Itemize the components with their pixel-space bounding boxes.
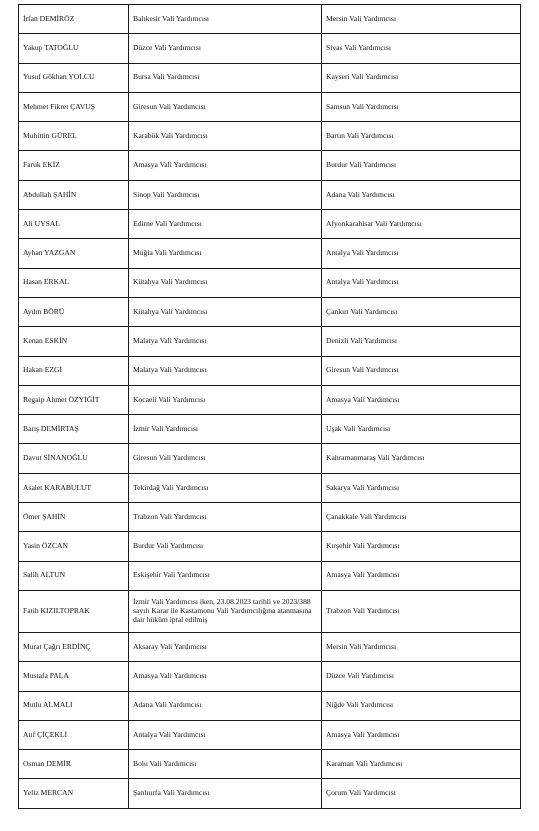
new-post-cell: Çanakkale Vali Yardımcısı <box>322 503 521 532</box>
table-row <box>19 444 521 473</box>
table-row <box>19 268 521 297</box>
appointment-table <box>18 4 521 809</box>
table-body <box>19 5 521 809</box>
table-row <box>19 532 521 561</box>
name-cell: Asalet KARABULUT <box>19 473 129 502</box>
table-row <box>19 590 521 632</box>
new-post-cell: Denizli Vali Yardımcısı <box>322 327 521 356</box>
name-cell: Ömer ŞAHİN <box>19 503 129 532</box>
new-post-cell: Antalya Vali Yardımcısı <box>322 239 521 268</box>
name-cell: Salih ALTUN <box>19 561 129 590</box>
name-cell: Ali UYSAL <box>19 210 129 239</box>
name-cell: Yasin ÖZCAN <box>19 532 129 561</box>
name-cell: Yakup TATOĞLU <box>19 34 129 63</box>
name-cell: Mehmet Fikret ÇAVUŞ <box>19 92 129 121</box>
new-post-cell: Samsun Vali Yardımcısı <box>322 92 521 121</box>
new-post-cell: Çankırı Vali Yardımcısı <box>322 297 521 326</box>
new-post-cell: Bartın Vali Yardımcısı <box>322 122 521 151</box>
current-post-cell: Amasya Vali Yardımcısı <box>129 662 322 691</box>
current-post-cell: Eskişehir Vali Yardımcısı <box>129 561 322 590</box>
name-cell: Ayhan YAZGAN <box>19 239 129 268</box>
current-post-cell: Malatya Vali Yardımcısı <box>129 327 322 356</box>
table-row <box>19 779 521 808</box>
new-post-cell: Trabzon Vali Yardımcısı <box>322 590 521 632</box>
current-post-cell: Muğla Vali Yardımcısı <box>129 239 322 268</box>
new-post-cell: Mersin Vali Yardımcısı <box>322 632 521 661</box>
name-cell: Barış DEMİRTAŞ <box>19 415 129 444</box>
name-cell: Davut SİNANOĞLU <box>19 444 129 473</box>
table-row <box>19 415 521 444</box>
current-post-cell: Bursa Vali Yardımcısı <box>129 63 322 92</box>
table-row <box>19 92 521 121</box>
new-post-cell: Karaman Vali Yardımcısı <box>322 750 521 779</box>
current-post-cell: Trabzon Vali Yardımcısı <box>129 503 322 532</box>
new-post-cell: Mersin Vali Yardımcısı <box>322 5 521 34</box>
name-cell: Yeliz MERCAN <box>19 779 129 808</box>
table-row <box>19 662 521 691</box>
table-row <box>19 180 521 209</box>
new-post-cell: Kayseri Vali Yardımcısı <box>322 63 521 92</box>
current-post-cell: İzmir Vali Yardımcısı iken, 23.08.2023 tarihli ve 2023/388 sayılı Karar ile Kastamonu Vali Yardımcılığına atanmasına dair hüküm iptal edilmiş <box>129 590 322 632</box>
current-post-cell: Şanlıurfa Vali Yardımcısı <box>129 779 322 808</box>
current-post-cell: Balıkesir Vali Yardımcısı <box>129 5 322 34</box>
new-post-cell: Adana Vali Yardımcısı <box>322 180 521 209</box>
new-post-cell: Amasya Vali Yardımcısı <box>322 385 521 414</box>
table-row <box>19 503 521 532</box>
current-post-cell: Kütahya Vali Yardımcısı <box>129 268 322 297</box>
table-row <box>19 151 521 180</box>
current-post-cell: İzmir Vali Yardımcısı <box>129 415 322 444</box>
current-post-cell: Bolu Vali Yardımcısı <box>129 750 322 779</box>
name-cell: Abdullah ŞAHİN <box>19 180 129 209</box>
new-post-cell: Çorum Vali Yardımcısı <box>322 779 521 808</box>
new-post-cell: Niğde Vali Yardımcısı <box>322 691 521 720</box>
table-row <box>19 473 521 502</box>
current-post-cell: Edirne Vali Yardımcısı <box>129 210 322 239</box>
current-post-cell: Kocaeli Vali Yardımcısı <box>129 385 322 414</box>
current-post-cell: Giresun Vali Yardımcısı <box>129 444 322 473</box>
current-post-cell: Kütahya Vali Yardımcısı <box>129 297 322 326</box>
name-cell: Regaip Ahmet ÖZYİĞİT <box>19 385 129 414</box>
current-post-cell: Sinop Vali Yardımcısı <box>129 180 322 209</box>
name-cell: Hakan EZGİ <box>19 356 129 385</box>
new-post-cell: Burdur Vali Yardımcısı <box>322 151 521 180</box>
name-cell: Hasan ERKAL <box>19 268 129 297</box>
new-post-cell: Amasya Vali Yardımcısı <box>322 720 521 749</box>
table-row <box>19 691 521 720</box>
table-row <box>19 239 521 268</box>
table-row <box>19 122 521 151</box>
new-post-cell: Kahramanmaraş Vali Yardımcısı <box>322 444 521 473</box>
table-row <box>19 356 521 385</box>
name-cell: Mustafa PALA <box>19 662 129 691</box>
name-cell: Osman DEMİR <box>19 750 129 779</box>
table-row <box>19 34 521 63</box>
current-post-cell: Malatya Vali Yardımcısı <box>129 356 322 385</box>
name-cell: Aydın BÖRÜ <box>19 297 129 326</box>
table-row <box>19 632 521 661</box>
name-cell: İrfan DEMİRÖZ <box>19 5 129 34</box>
new-post-cell: Antalya Vali Yardımcısı <box>322 268 521 297</box>
current-post-cell: Tekirdağ Vali Yardımcısı <box>129 473 322 502</box>
table-row <box>19 750 521 779</box>
table-row <box>19 385 521 414</box>
new-post-cell: Sakarya Vali Yardımcısı <box>322 473 521 502</box>
new-post-cell: Uşak Vali Yardımcısı <box>322 415 521 444</box>
current-post-cell: Düzce Vali Yardımcısı <box>129 34 322 63</box>
table-row <box>19 561 521 590</box>
new-post-cell: Afyonkarahisar Vali Yardımcısı <box>322 210 521 239</box>
new-post-cell: Düzce Vali Yardımcısı <box>322 662 521 691</box>
current-post-cell: Aksaray Vali Yardımcısı <box>129 632 322 661</box>
name-cell: Yusuf Gökhan YOLCU <box>19 63 129 92</box>
current-post-cell: Antalya Vali Yardımcısı <box>129 720 322 749</box>
table-row <box>19 297 521 326</box>
new-post-cell: Kırşehir Vali Yardımcısı <box>322 532 521 561</box>
name-cell: Muhittin GÜREL <box>19 122 129 151</box>
new-post-cell: Sivas Vali Yardımcısı <box>322 34 521 63</box>
name-cell: Fatih KIZILTOPRAK <box>19 590 129 632</box>
table-row <box>19 210 521 239</box>
current-post-cell: Giresun Vali Yardımcısı <box>129 92 322 121</box>
name-cell: Murat Çağrı ERDİNÇ <box>19 632 129 661</box>
new-post-cell: Amasya Vali Yardımcısı <box>322 561 521 590</box>
table-row <box>19 63 521 92</box>
name-cell: Mutlu ALMALI <box>19 691 129 720</box>
table-row <box>19 720 521 749</box>
name-cell: Atıf ÇİÇEKLİ <box>19 720 129 749</box>
table-row <box>19 327 521 356</box>
current-post-cell: Adana Vali Yardımcısı <box>129 691 322 720</box>
table-row <box>19 5 521 34</box>
current-post-cell: Burdur Vali Yardımcısı <box>129 532 322 561</box>
new-post-cell: Giresun Vali Yardımcısı <box>322 356 521 385</box>
name-cell: Kenan ESKİN <box>19 327 129 356</box>
current-post-cell: Karabük Vali Yardımcısı <box>129 122 322 151</box>
current-post-cell: Amasya Vali Yardımcısı <box>129 151 322 180</box>
name-cell: Faruk EKİZ <box>19 151 129 180</box>
